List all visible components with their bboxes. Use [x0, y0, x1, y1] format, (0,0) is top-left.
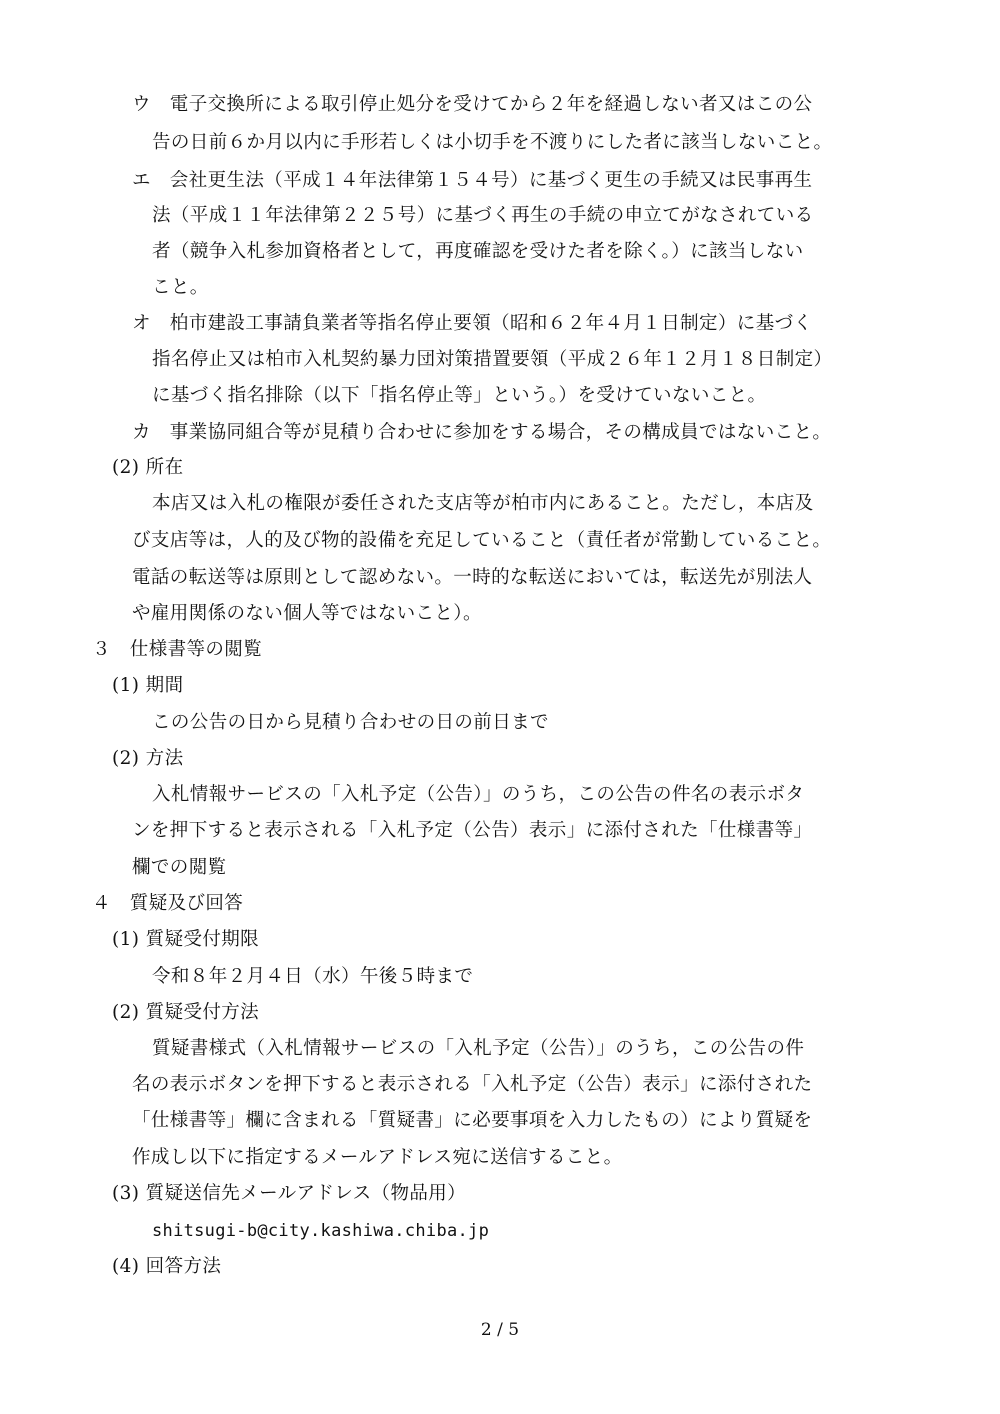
text-line: 法（平成１１年法律第２２５号）に基づく再生の手続の申立てがなされている	[152, 205, 814, 226]
text-line: 告の日前６か月以内に手形若しくは小切手を不渡りにした者に該当しないこと。	[152, 132, 833, 153]
text-line: 者（競争入札参加資格者として，再度確認を受けた者を除く。）に該当しない	[152, 241, 804, 262]
text-line: 「仕様書等」欄に含まれる「質疑書」に必要事項を入力したもの）により質疑を	[132, 1110, 813, 1131]
text-line: オ 柏市建設工事請負業者等指名停止要領（昭和６２年４月１日制定）に基づく	[132, 313, 813, 334]
text-line: この公告の日から見積り合わせの日の前日まで	[152, 712, 549, 733]
section-heading: (4) 回答方法	[112, 1256, 222, 1277]
section-heading: (1) 期間	[112, 675, 184, 696]
section-heading: (2) 質疑受付方法	[112, 1002, 260, 1023]
text-line: び支店等は，人的及び物的設備を充足していること（責任者が常勤していること。	[132, 530, 832, 551]
text-line: 指名停止又は柏市入札契約暴力団対策措置要領（平成２６年１２月１８日制定）	[152, 349, 833, 370]
text-line: 欄での閲覧	[132, 857, 227, 878]
email-address: shitsugi-b@city.kashiwa.chiba.jp	[152, 1221, 490, 1241]
section-heading: (2) 方法	[112, 748, 184, 769]
section-heading: ３ 仕様書等の閲覧	[92, 639, 263, 660]
text-line: 入札情報サービスの「入札予定（公告）」のうち，この公告の件名の表示ボタ	[152, 784, 805, 805]
section-heading: (3) 質疑送信先メールアドレス（物品用）	[112, 1183, 467, 1204]
section-heading: (2) 所在	[112, 457, 184, 478]
text-line: 質疑書様式（入札情報サービスの「入札予定（公告）」のうち，この公告の件	[152, 1038, 805, 1059]
text-line: 作成し以下に指定するメールアドレス宛に送信すること。	[132, 1147, 623, 1168]
section-heading: (1) 質疑受付期限	[112, 929, 260, 950]
text-line: エ 会社更生法（平成１４年法律第１５４号）に基づく更生の手続又は民事再生	[132, 170, 813, 191]
text-line: 本店又は入札の権限が委任された支店等が柏市内にあること。ただし，本店及	[152, 493, 814, 514]
text-line: 電話の転送等は原則として認めない。一時的な転送においては，転送先が別法人	[132, 567, 813, 588]
text-line: 令和８年２月４日（水）午後５時まで	[152, 966, 474, 987]
text-line: に基づく指名排除（以下「指名停止等」という。）を受けていないこと。	[152, 385, 767, 406]
text-line: ンを押下すると表示される「入札予定（公告）表示」に添付された「仕様書等」	[132, 820, 813, 841]
text-line: ウ 電子交換所による取引停止処分を受けてから２年を経過しない者又はこの公	[132, 94, 813, 115]
page-number: 2 / 5	[480, 1320, 520, 1340]
section-heading: ４ 質疑及び回答	[92, 893, 244, 914]
text-line: こと。	[152, 277, 209, 298]
text-line: 名の表示ボタンを押下すると表示される「入札予定（公告）表示」に添付された	[132, 1074, 813, 1095]
text-line: カ 事業協同組合等が見積り合わせに参加をする場合，その構成員ではないこと。	[132, 422, 832, 443]
text-line: や雇用関係のない個人等ではないこと）。	[132, 603, 482, 624]
